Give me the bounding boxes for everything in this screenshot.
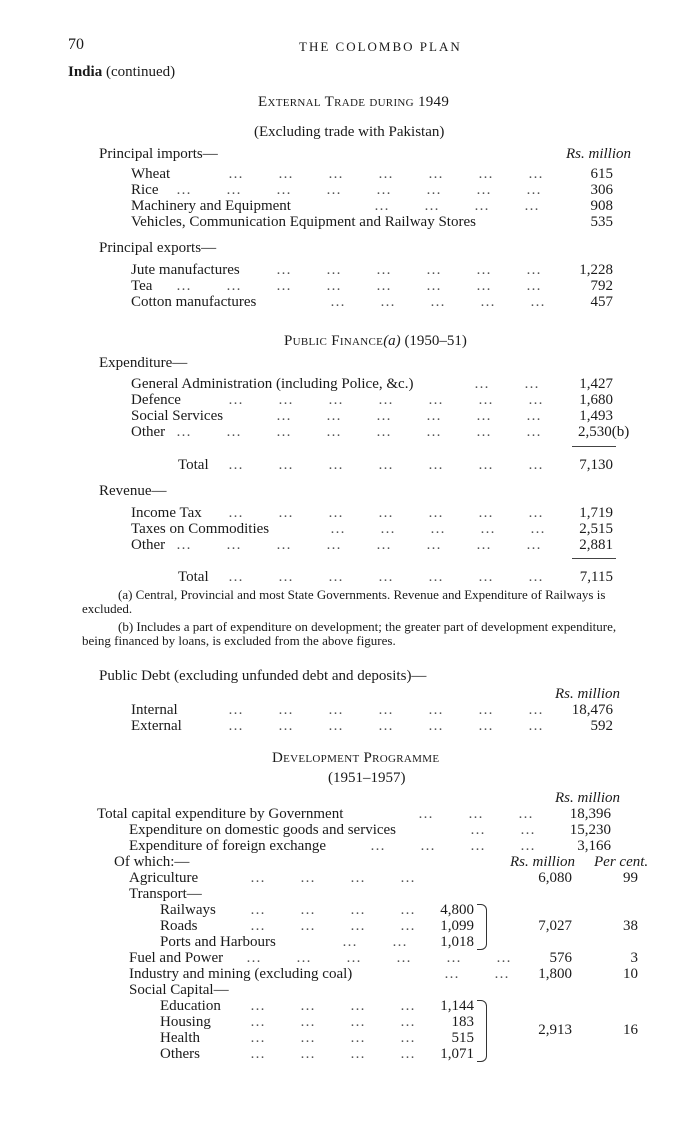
leader-dots: … … … … … … … [228,166,547,182]
social-brace [477,1000,487,1062]
development-unit: Rs. million [555,790,621,806]
social-total: 2,913 [538,1022,572,1038]
development-title: Development Programme [272,750,440,766]
leader-dots: … … … … … … … [228,569,547,585]
transport-value: 4,800 [440,902,474,918]
agriculture-pct: 99 [623,870,638,886]
running-title: THE COLOMBO PLAN [299,39,462,54]
expenditure-heading: Expenditure— [99,355,188,371]
finance-title-text: Public Finance [284,333,384,349]
country-note: (continued) [105,64,176,80]
debt-label: External [131,718,182,734]
leader-dots: … … … … … [330,294,549,310]
col-rs-header: Rs. million [510,854,576,870]
domestic-label: Expenditure on domestic goods and services [129,822,397,838]
industry-pct: 10 [623,966,638,982]
fuel-value: 576 [549,950,572,966]
leader-dots: … … … … … … … [228,505,547,521]
total-capital-label: Total capital expenditure by Government [97,806,344,822]
leader-dots: … … … … … … [276,408,545,424]
social-heading: Social Capital— [129,982,229,998]
leader-dots: … … … … … … … … [176,278,545,294]
export-value: 792 [590,278,613,294]
import-label: Rice [131,182,159,198]
revenue-total: 7,115 [579,569,613,585]
leader-dots: … … … … [250,1046,419,1062]
social-label: Housing [160,1014,211,1030]
leader-dots: … … … … [250,1014,419,1030]
export-label: Jute manufactures [131,262,240,278]
leader-dots: … … … … … … … [228,392,547,408]
of-which-label: Of which:— [114,854,190,870]
footnote-a: (a) Central, Provincial and most State Governments. Revenue and Expenditure of Railways is excluded. [82,587,606,616]
transport-value: 1,099 [440,918,474,934]
leader-dots: … … … … … … … [228,718,547,734]
expenditure-label: Social Services [131,408,224,424]
leader-dots: … … … … [374,198,543,214]
import-value: 615 [590,166,613,182]
debt-value: 592 [590,718,613,734]
domestic-value: 15,230 [569,822,611,838]
total-rule [572,446,616,447]
leader-dots: … … … … … … [246,950,515,966]
expenditure-label: General Administration (including Police, &c.) [131,376,414,392]
finance-title-years: (1950–51) [404,333,467,349]
leader-dots: … … … … … [330,521,549,537]
agriculture-value: 6,080 [538,870,572,886]
transport-label: Ports and Harbours [160,934,276,950]
revenue-label: Other [131,537,166,553]
leader-dots: … … [470,822,539,838]
transport-brace [477,904,487,950]
footnote-b: (b) Includes a part of expenditure on development; the greater part of development expenditure, being financed by loans, is excluded from the above figures. [82,619,617,648]
leader-dots: … … … … … … … [228,457,547,473]
transport-label: Railways [160,902,216,918]
expenditure-total-label: Total [178,457,209,473]
import-value: 306 [590,182,613,198]
finance-title [284,333,467,349]
leader-dots: … … … … [250,870,419,886]
leader-dots: … … [474,376,543,392]
total-capital-value: 18,396 [569,806,611,822]
revenue-value: 2,515 [579,521,613,537]
imports-heading: Principal imports— [99,146,218,162]
expenditure-value: 1,680 [579,392,613,408]
revenue-label: Income Tax [131,505,202,521]
fuel-pct: 3 [630,950,638,966]
leader-dots: … … … … … … [276,262,545,278]
total-rule [572,558,616,559]
agriculture-label: Agriculture [129,870,199,886]
exports-heading: Principal exports— [99,240,217,256]
leader-dots: … … … … … … … … [176,537,545,553]
leader-dots: … … … … [250,998,419,1014]
import-label: Vehicles, Communication Equipment and Railway Stores [131,214,476,230]
social-value: 515 [451,1030,474,1046]
social-label: Others [160,1046,200,1062]
import-value: 535 [590,214,613,230]
export-label: Tea [131,278,153,294]
expenditure-total: 7,130 [579,457,613,473]
leader-dots: … … [444,966,513,982]
transport-label: Roads [160,918,198,934]
leader-dots: … … … … [250,1030,419,1046]
development-years: (1951–1957) [328,770,406,786]
revenue-value: 1,719 [579,505,613,521]
export-value: 1,228 [579,262,613,278]
leader-dots: … … … … … … … [228,702,547,718]
revenue-label: Taxes on Commodities [131,521,270,537]
transport-total: 7,027 [538,918,572,934]
import-label: Machinery and Equipment [131,198,291,214]
leader-dots: … … … … [250,902,419,918]
export-label: Cotton manufactures [131,294,257,310]
revenue-heading: Revenue— [99,483,167,499]
leader-dots: … … … … … … … … [176,182,545,198]
foreign-label: Expenditure of foreign exchange [129,838,326,854]
trade-unit: Rs. million [566,146,632,162]
transport-pct: 38 [623,918,638,934]
revenue-value: 2,881 [579,537,613,553]
import-label: Wheat [131,166,171,182]
expenditure-value: 2,530(b) [578,424,630,440]
col-pct-header: Per cent. [594,854,649,870]
leader-dots: … … … … [250,918,419,934]
leader-dots: … … … [418,806,537,822]
foreign-value: 3,166 [577,838,611,854]
social-pct: 16 [623,1022,638,1038]
industry-value: 1,800 [538,966,572,982]
revenue-total-label: Total [178,569,209,585]
trade-title: External Trade during 1949 [258,94,450,110]
fuel-label: Fuel and Power [129,950,224,966]
debt-label: Internal [131,702,178,718]
leader-dots: … … … … [370,838,539,854]
country-heading [68,64,175,80]
leader-dots: … … … … … … … … [176,424,545,440]
leader-dots: … … [342,934,411,950]
expenditure-label: Defence [131,392,181,408]
transport-value: 1,018 [440,934,474,950]
social-value: 183 [451,1014,474,1030]
expenditure-value: 1,493 [579,408,613,424]
page-number: 70 [68,36,84,53]
social-label: Health [160,1030,200,1046]
debt-heading: Public Debt (excluding unfunded debt and deposits)— [99,668,427,684]
country-name: India [68,64,103,80]
trade-subtitle: (Excluding trade with Pakistan) [254,124,445,140]
finance-title-note: (a) [383,333,401,349]
export-value: 457 [590,294,613,310]
industry-label: Industry and mining (excluding coal) [129,966,353,982]
debt-value: 18,476 [571,702,613,718]
import-value: 908 [590,198,613,214]
social-value: 1,071 [440,1046,474,1062]
social-value: 1,144 [440,998,474,1014]
expenditure-label: Other [131,424,166,440]
transport-heading: Transport— [129,886,202,902]
expenditure-value: 1,427 [579,376,613,392]
social-label: Education [160,998,221,1014]
debt-unit: Rs. million [555,686,621,702]
